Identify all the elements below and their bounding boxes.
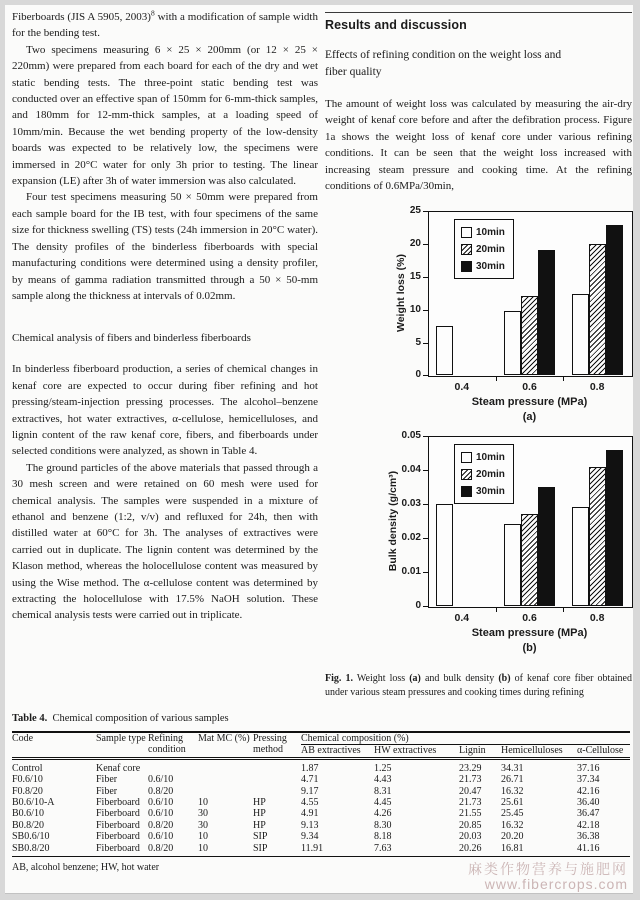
table-cell: B0.8/20 (12, 819, 44, 831)
legend-label: 30min (476, 486, 505, 498)
paragraph-text: with a modification of sample width for the bending test. (12, 11, 318, 40)
table-cell: Fiberboard (96, 842, 140, 854)
y-tick-mark (423, 572, 428, 573)
y-axis-label: Bulk density (g/cm³) (387, 471, 399, 572)
legend-entry (461, 449, 505, 466)
table-cell: 0.8/20 (148, 842, 174, 854)
legend-entry (461, 483, 505, 500)
column-subheader: Lignin (459, 745, 501, 758)
table-cell: 10 (198, 831, 208, 843)
table-cell: 20.20 (501, 831, 524, 843)
table-cell: 0.6/10 (148, 831, 174, 843)
table-row (12, 797, 630, 808)
panel-label: (a) (522, 411, 537, 424)
right-column (325, 9, 632, 709)
table-cell: 0.8/20 (148, 785, 174, 797)
table-cell: 25.61 (501, 797, 524, 809)
table-cell: 36.47 (577, 808, 600, 820)
table-cell: 21.73 (459, 797, 482, 809)
table-cell: Fiber (96, 785, 118, 797)
table-cell: 0.6/10 (148, 774, 174, 786)
paragraph: Two specimens measuring 6 × 25 × 200mm (or 12 × 25 × 220mm) were prepared from each board for each of the dry and wet static bending tests. The three-point static bending test was conducted over an effective span of 150mm for 6-mm-thick samples, and 180mm for 12-mm-thick samples, at a loading speed of 10mm/min. Because the wet bending property of the low-density boards was expected to be relatively low, the specimens were immersed in 20°C water for only 3h prior to testing. The linear expansion (LE) after 3h of water immersion was also calculated. (12, 43, 318, 188)
paragraph: In binderless fiberboard production, a series of chemical changes in kenaf core are expected to occur during fiber refining and hot pressing/steam-injection pressing processes. The alcohol–benzene extractives, hot water extractives, α-cellulose, hemicelluloses, and lignin content of the raw kenaf core, fibers, and fiberboards under selected conditions were analyzed, as shown in Table 4. (12, 363, 318, 458)
bar-20min-0.8 (589, 244, 606, 375)
table-cell: 0.8/20 (148, 819, 174, 831)
table-cell: 0.6/10 (148, 797, 174, 809)
table-cell: 23.29 (459, 762, 482, 774)
column-header: Sample type (96, 732, 148, 758)
legend-entry (461, 258, 505, 275)
x-tick-label: 0.4 (454, 381, 470, 394)
table-cell: 21.55 (459, 808, 482, 820)
chemical-composition-table (12, 731, 630, 857)
paragraph: Four test specimens measuring 50 × 50mm were prepared from each sample board for the IB test, with four specimens of the same size for thickness swelling (TS) tests (24h immersion in 20°C water). The density profiles of the binderless fiberboards with special manufacturing conditions were determined using a density profiler, by means of gamma radiation transmitted through a 50 × 50-mm sample along the thickness at intervals of 0.02mm. (12, 191, 318, 302)
legend-label: 30min (476, 261, 505, 273)
table-cell (253, 774, 301, 785)
table-cell: F0.6/10 (12, 774, 43, 786)
table-cell: 1.87 (301, 762, 319, 774)
y-tick-label: 15 (409, 271, 421, 283)
legend-entry (461, 224, 505, 241)
legend-swatch-10min (461, 227, 472, 238)
figure-caption-panel-a: (a) (409, 673, 421, 685)
table-cell: 26.71 (501, 774, 524, 786)
bar-10min-0.8 (572, 507, 589, 606)
y-axis-label: Weight loss (%) (395, 254, 407, 333)
bar-20min-0.6 (521, 296, 538, 375)
figure-caption (325, 672, 632, 699)
x-tick-mark (496, 608, 497, 612)
table-cell: 20.47 (459, 785, 482, 797)
y-tick-label: 0.01 (401, 566, 421, 578)
table-cell (148, 758, 198, 774)
table-cell: 36.38 (577, 831, 600, 843)
y-tick-label: 0.04 (401, 464, 421, 476)
watermark-url: www.fibercrops.com (484, 876, 628, 892)
paragraph (12, 9, 318, 42)
table-row (12, 774, 630, 785)
column-header: Pressing method (253, 732, 301, 758)
y-tick-mark (423, 343, 428, 344)
y-tick-label: 25 (409, 205, 421, 217)
column-group-header: Chemical composition (%) (301, 732, 630, 745)
table-cell: 16.81 (501, 842, 524, 854)
paragraph: The amount of weight loss was calculated by measuring the air-dry weight of kenaf core before and after the defibration process. Figure 1a shows the weight loss of kenaf core under various refining conditions. It can be seen that the weight loss increased with increasing steam pressure and cooking time. At the refining conditions of 0.6MPa/30min, (325, 98, 632, 193)
legend-entry (461, 241, 505, 258)
y-tick-label: 0.03 (401, 498, 421, 510)
bar-10min-0.4 (436, 326, 453, 375)
subsection-heading: Effects of refining condition on the weight loss and fiber quality (325, 49, 562, 78)
table-cell: B0.6/10 (12, 808, 44, 820)
table-cell (253, 758, 301, 774)
legend-swatch-30min (461, 486, 472, 497)
table-cell: 4.55 (301, 797, 319, 809)
table-cell: 9.13 (301, 819, 319, 831)
y-tick-label: 20 (409, 238, 421, 250)
figure-caption-text: and bulk density (420, 673, 499, 685)
table-cell: 9.34 (301, 831, 319, 843)
y-tick-label: 0 (415, 369, 421, 381)
x-tick-mark (563, 377, 564, 381)
figure-caption-text: Weight loss (352, 673, 410, 685)
table-cell: 10 (198, 797, 208, 809)
table-cell: SB0.8/20 (12, 842, 50, 854)
table-cell: Fiberboard (96, 819, 140, 831)
table-cell: HP (253, 819, 266, 831)
legend-swatch-20min (461, 469, 472, 480)
x-tick-mark (563, 608, 564, 612)
column-subheader: HW extractives (374, 745, 459, 758)
table-cell: 20.85 (459, 819, 482, 831)
table-cell: Fiberboard (96, 808, 140, 820)
table-cell: 8.18 (374, 831, 392, 843)
table-cell: 36.40 (577, 797, 600, 809)
legend-swatch-20min (461, 244, 472, 255)
y-tick-mark (423, 277, 428, 278)
table-cell: 8.30 (374, 819, 392, 831)
table-cell (198, 758, 253, 774)
table-cell: 20.03 (459, 831, 482, 843)
table-cell: F0.8/20 (12, 785, 43, 797)
table-footnote: AB, alcohol benzene; HW, hot water (12, 862, 160, 874)
table-cell: 4.26 (374, 808, 392, 820)
table-cell: 37.34 (577, 774, 600, 786)
bar-10min-0.6 (504, 524, 521, 606)
y-tick-mark (423, 310, 428, 311)
table-cell: 16.32 (501, 819, 524, 831)
table-cell: Control (12, 762, 43, 774)
bar-30min-0.8 (606, 450, 623, 606)
table-cell: SIP (253, 831, 268, 843)
table-cell: 21.73 (459, 774, 482, 786)
table-cell: Kenaf core (96, 762, 141, 774)
legend-swatch-30min (461, 261, 472, 272)
bar-10min-0.6 (504, 311, 521, 375)
y-tick-label: 0.02 (401, 532, 421, 544)
table-cell: 16.32 (501, 785, 524, 797)
legend-entry (461, 466, 505, 483)
legend-label: 20min (476, 244, 505, 256)
bar-20min-0.8 (589, 467, 606, 606)
legend-swatch-10min (461, 452, 472, 463)
paragraph-text: Fiberboards (JIS A 5905, 2003) (12, 11, 151, 23)
x-tick-label: 0.8 (589, 612, 605, 625)
table-row (12, 758, 630, 774)
table-cell: 4.71 (301, 774, 319, 786)
panel-label: (b) (522, 642, 537, 655)
table-cell: 30 (198, 808, 208, 820)
column-header: Mat MC (%) (198, 732, 253, 758)
table-row (12, 808, 630, 819)
column-subheader: α-Cellulose (577, 745, 630, 758)
section-rule (325, 12, 632, 13)
table-cell: HP (253, 808, 266, 820)
table-cell: Fiberboard (96, 797, 140, 809)
x-axis-label: Steam pressure (MPa) (471, 396, 588, 409)
bar-30min-0.8 (606, 225, 623, 375)
legend-label: 10min (476, 227, 505, 239)
table-cell (198, 786, 253, 797)
table-cell: 42.16 (577, 785, 600, 797)
column-header: Code (12, 732, 96, 758)
table-cell: 11.91 (301, 842, 324, 854)
y-tick-mark (423, 375, 428, 376)
table-row (12, 843, 630, 857)
table-title (12, 712, 630, 725)
table-cell: SIP (253, 842, 268, 854)
table-cell: 4.43 (374, 774, 392, 786)
chart-legend (454, 444, 514, 504)
table-cell: 4.45 (374, 797, 392, 809)
subsection-heading: Chemical analysis of fibers and binderless fiberboards (12, 332, 251, 345)
table-cell: 0.6/10 (148, 808, 174, 820)
y-tick-mark (423, 470, 428, 471)
y-tick-mark (423, 244, 428, 245)
watermark-site-name: 麻类作物营养与施肥网 (468, 861, 628, 877)
table-cell: 34.31 (501, 762, 524, 774)
column-header: Refining condition (148, 732, 198, 758)
bar-30min-0.6 (538, 487, 555, 606)
y-tick-label: 0 (415, 600, 421, 612)
section-heading: Results and discussion (325, 18, 467, 32)
bar-10min-0.8 (572, 294, 589, 375)
y-tick-label: 0.05 (401, 430, 421, 442)
paragraph: The ground particles of the above materials that passed through a 30 mesh screen and were retained on 60 mesh were used for chemical analysis. The samples were suspended in a mixture of ethanol and benzene (1:2, v/v) and refluxed for 24h, then with distilled water at 60°C for 3h. The analyses of extractives were carried out in duplicate. The lignin content was determined by the Klason method, whereas the holocellulose content was measured by using the Wise method. The α-cellulose content was determined by extracting the holocellulose with 17.5% NaOH solution. These chemical analysis tests were carried out in triplicate. (12, 461, 318, 622)
y-tick-label: 5 (415, 336, 421, 348)
watermark (468, 862, 628, 892)
reference-superscript: 8 (150, 8, 155, 18)
bar-30min-0.6 (538, 250, 555, 375)
x-axis-label: Steam pressure (MPa) (471, 627, 588, 640)
x-tick-label: 0.4 (454, 612, 470, 625)
table-cell: Fiber (96, 774, 118, 786)
y-tick-mark (423, 504, 428, 505)
legend-label: 10min (476, 452, 505, 464)
bar-10min-0.4 (436, 504, 453, 606)
table-cell: 37.16 (577, 762, 600, 774)
table-cell: SB0.6/10 (12, 831, 50, 843)
table-row (12, 820, 630, 831)
column-subheader: Hemicelluloses (501, 745, 577, 758)
legend-label: 20min (476, 469, 505, 481)
left-column (12, 9, 318, 624)
chart-legend (454, 219, 514, 279)
column-subheader: AB extractives (301, 745, 374, 758)
table-cell: 7.63 (374, 842, 392, 854)
figure-caption-text: of kenaf core fiber obtained under various steam pressures and cooking times during refining (325, 673, 632, 698)
table-cell: 10 (198, 842, 208, 854)
table-title-text: Chemical composition of various samples (52, 713, 229, 724)
table-cell: Fiberboard (96, 831, 140, 843)
table-cell: 41.16 (577, 842, 600, 854)
table-row (12, 786, 630, 797)
table-cell: 20.26 (459, 842, 482, 854)
figure-caption-panel-b: (b) (498, 673, 511, 685)
x-tick-label: 0.6 (522, 381, 537, 394)
paper-page (5, 5, 633, 894)
table-cell: 9.17 (301, 785, 319, 797)
bar-20min-0.6 (521, 514, 538, 606)
table-cell (198, 774, 253, 785)
table-cell: 1.25 (374, 762, 392, 774)
table-cell: 25.45 (501, 808, 524, 820)
table-title-label: Table 4. (12, 713, 48, 724)
y-tick-label: 10 (409, 303, 421, 315)
table-cell (253, 786, 301, 797)
y-tick-mark (423, 606, 428, 607)
table-row (12, 831, 630, 842)
weight-loss-bar-chart (325, 207, 632, 426)
table-cell: 8.31 (374, 785, 392, 797)
x-tick-label: 0.6 (522, 612, 537, 625)
y-tick-mark (423, 538, 428, 539)
table-cell: 4.91 (301, 808, 319, 820)
x-tick-label: 0.8 (589, 381, 605, 394)
y-tick-mark (423, 211, 428, 212)
table-cell: HP (253, 797, 266, 809)
table-cell: 42.18 (577, 819, 600, 831)
x-tick-mark (496, 377, 497, 381)
table-cell: 30 (198, 819, 208, 831)
table-section (12, 712, 630, 884)
table-cell: B0.6/10-A (12, 797, 55, 809)
figure-caption-label: Fig. 1. (325, 673, 353, 685)
bulk-density-bar-chart (325, 430, 632, 663)
y-tick-mark (423, 436, 428, 437)
